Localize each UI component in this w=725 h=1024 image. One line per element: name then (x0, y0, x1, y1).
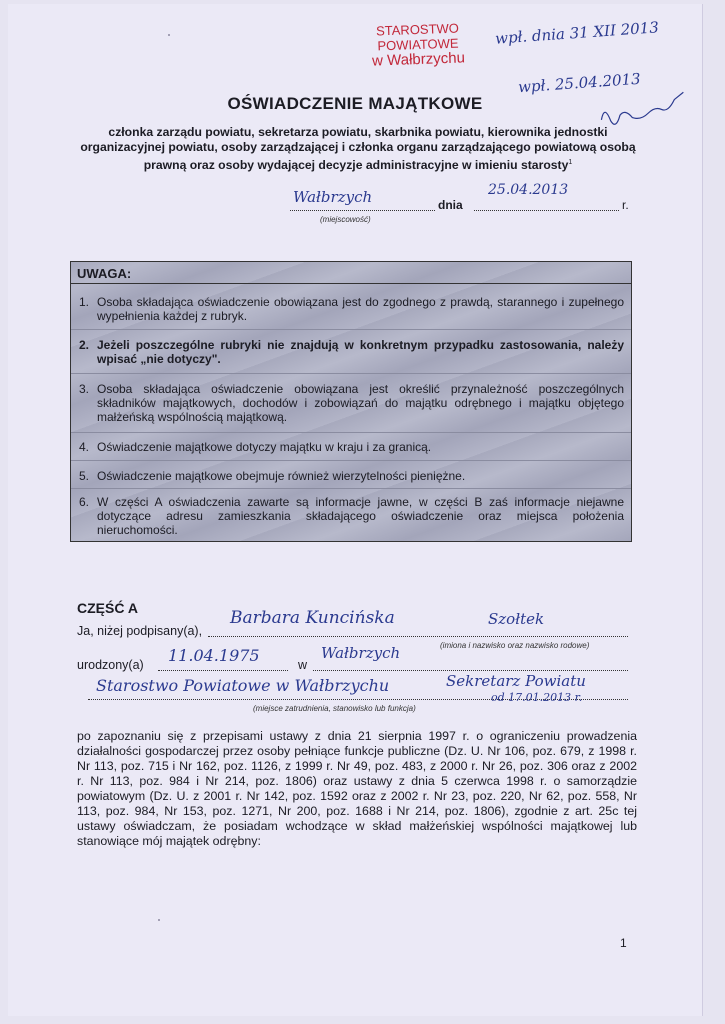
stamp-line-2: w Wałbrzychu (371, 49, 466, 70)
birth-place-label: w (298, 658, 308, 672)
notice-divider (71, 329, 631, 330)
date-dotted-line (474, 210, 619, 211)
notice-item (71, 469, 631, 483)
notice-item-text: Jeżeli poszczególne rubryki nie znajdują w konkretnym przypadku zastosowania, należy wpisać „nie dotyczy". (97, 338, 624, 366)
notice-item (71, 495, 631, 537)
handwritten-employer: Starostwo Powiatowe w Wałbrzychu (96, 676, 390, 695)
year-suffix-label: r. (622, 198, 629, 212)
dnia-label: dnia (438, 198, 463, 212)
handwritten-position: Sekretarz Powiatu (446, 672, 586, 690)
notice-item-text: Osoba składająca oświadczenie obowiązana jest określić przynależność poszczególnych składników majątkowych, dochodów i zobowiązań do majątku odrębnego i majątku objętego małżeńską wspólnością majątkową. (97, 382, 624, 424)
document-title: OŚWIADCZENIE MAJĄTKOWE (227, 94, 483, 113)
place-caption: (miejscowość) (320, 215, 371, 224)
declarant-label: Ja, niżej podpisany(a), (77, 624, 203, 638)
declaration-paragraph: po zapoznaniu się z przepisami ustawy z dnia 21 sierpnia 1997 r. o ograniczeniu prowadzenia działalności gospodarczej przez osoby pełniące funkcje publiczne (Dz. U. Nr 106, poz. 679, z 1998 r. Nr 113, poz. 715 i Nr 162, poz. 1126, z 1999 r. Nr 49, poz. 483, z 2000 r. Nr 26, poz. 306 oraz z 2002 r. Nr 113, poz. 984 i Nr 214, poz. 1806) oraz ustawy z dnia 5 czerwca 1998 r. o samorządzie powiatowym (Dz. U. z 2001 r. Nr 142, poz. 1592 oraz z 2002 r. Nr 23, poz. 220, Nr 62, poz. 558, Nr 113, poz. 984, Nr 153, poz. 1271, Nr 200, poz. 1688 i Nr 214, poz. 1806), zgodnie z art. 25c tej ustawy oświadczam, że posiadam wchodzące w skład małżeńskiej wspólności majątkowej lub stanowiące mój majątek odrębny: (77, 729, 637, 848)
notice-item (71, 440, 631, 454)
handwritten-full-name: Barbara Kuncińska (230, 608, 395, 628)
notice-item-text: Oświadczenie majątkowe dotyczy majątku w kraju i za granicą. (97, 440, 432, 454)
place-dotted-line (290, 210, 435, 211)
notice-item-number: 3. (79, 382, 90, 396)
subtitle-footnote-mark: 1 (568, 159, 573, 166)
notice-item (71, 338, 631, 366)
notice-item (71, 295, 631, 323)
document-subtitle (68, 125, 648, 173)
birth-date-dotted-line (158, 670, 288, 671)
page-number: 1 (620, 936, 627, 950)
name-caption: (imiona i nazwisko oraz nazwisko rodowe) (440, 641, 590, 650)
notice-item-number: 2. (79, 338, 90, 352)
handwritten-position-since: od 17.01.2013 r. (491, 691, 583, 704)
handwritten-date: 25.04.2013 (488, 182, 569, 198)
notice-item-number: 5. (79, 469, 90, 483)
office-stamp (337, 19, 498, 70)
birth-place-dotted-line (313, 670, 628, 671)
notice-divider (71, 373, 631, 374)
notice-heading: UWAGA: (71, 262, 631, 284)
paper-speck (158, 919, 160, 921)
notice-divider (71, 432, 631, 433)
document-page (8, 4, 702, 1016)
paper-speck (168, 34, 170, 36)
born-label: urodzony(a) (77, 658, 144, 672)
notice-item-number: 1. (79, 295, 90, 309)
handwritten-birth-date: 11.04.1975 (168, 646, 260, 665)
name-dotted-line (208, 636, 628, 637)
handwritten-registration-note: wpł. dnia 31 XII 2013 (494, 18, 660, 48)
notice-item-text: Osoba składająca oświadczenie obowiązana jest do zgodnego z prawdą, starannego i zupełnego wypełnienia każdej z rubryk. (97, 295, 624, 323)
employment-caption: (miejsce zatrudnienia, stanowisko lub funkcja) (253, 704, 416, 713)
handwritten-received-date: wpł. 25.04.2013 (517, 69, 642, 97)
notice-divider (71, 488, 631, 489)
notice-item-text: W części A oświadczenia zawarte są informacje jawne, w części B zaś informacje niejawne dotyczące adresu zamieszkania składającego oświadczenie oraz miejsca położenia nieruchomości. (97, 495, 624, 537)
notice-item-number: 4. (79, 440, 90, 454)
handwritten-place: Wałbrzych (293, 188, 373, 206)
subtitle-text: członka zarządu powiatu, sekretarza powiatu, skarbnika powiatu, kierownika jednostki organizacyjnej powiatu, osoby zarządzającej i członka organu zarządzającego powiatową osobą prawną oraz osoby wydającej decyzje administracyjne w imieniu starosty (80, 125, 636, 173)
section-a-heading: CZĘŚĆ A (77, 600, 138, 616)
notice-item (71, 382, 631, 424)
notice-item-number: 6. (79, 495, 90, 509)
handwritten-birth-place: Wałbrzych (321, 644, 401, 662)
notice-item-text: Oświadczenie majątkowe obejmuje również wierzytelności pieniężne. (97, 469, 466, 483)
notice-divider (71, 460, 631, 461)
handwritten-maiden-name: Szołtek (488, 610, 545, 628)
notice-box (70, 261, 632, 542)
stamp-line-1: STAROSTWO POWIATOWE (375, 20, 460, 54)
